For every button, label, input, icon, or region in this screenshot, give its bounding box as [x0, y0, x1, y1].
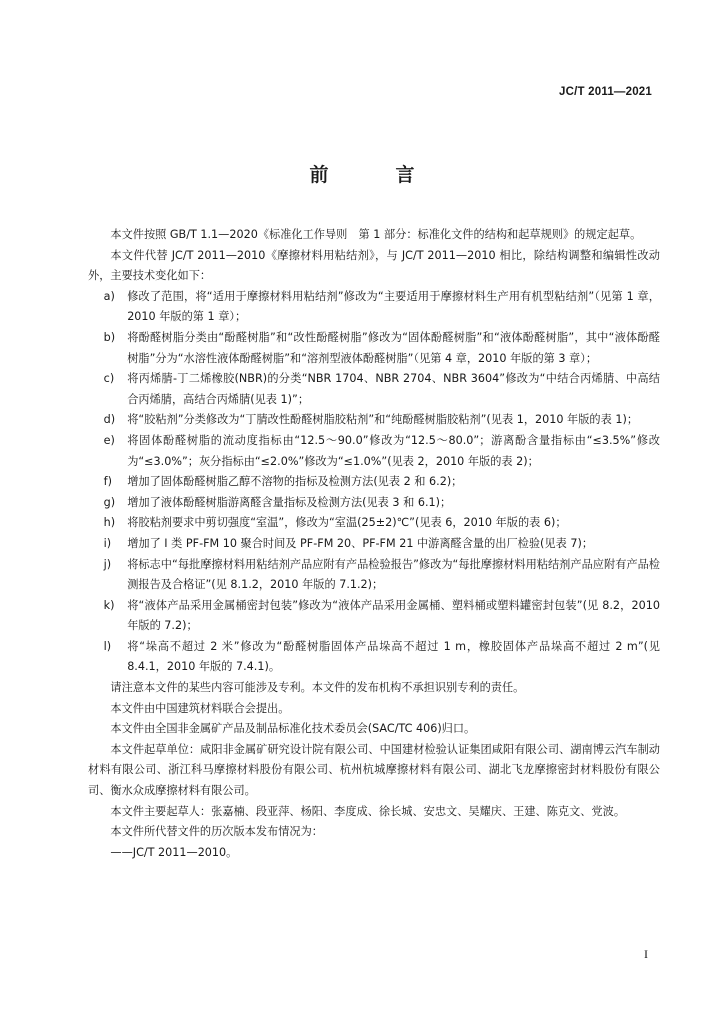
list-item [88, 328, 660, 369]
list-item-text: 增加了液体酚醛树脂游离醛含量指标及检测方法(见表 3 和 6.1)； [127, 495, 452, 509]
list-item-text: 将“胶粘剂”分类修改为“丁腈改性酚醛树脂胶粘剂”和“纯酚醛树脂胶粘剂”(见表 1，2010 年版的表 1)； [127, 413, 639, 427]
proposer-statement: 本文件由中国建筑材料联合会提出。 [110, 701, 290, 715]
list-marker: c) [103, 372, 115, 386]
list-marker: a) [103, 289, 115, 303]
intro-paragraph: 本文件按照 GB/T 1.1—2020《标准化工作导则 第 1 部分：标准化文件的结构和起草规则》的规定起草。 [110, 228, 642, 241]
list-item [88, 287, 660, 328]
foreword-body [88, 225, 660, 863]
page-number: I [644, 947, 648, 961]
committee-statement: 本文件由全国非金属矿产品及制品标准化技术委员会(SAC/TC 406)归口。 [110, 722, 476, 736]
list-item-text: 修改了范围，将“适用于摩擦材料用粘结剂”修改为“主要适用于摩擦材料生产用有机型粘结剂”（见第 1 章，2010 年版的第 1 章）； [127, 289, 660, 324]
list-item [88, 596, 660, 637]
list-item [88, 555, 660, 596]
list-item-text: 将胶粘剂要求中剪切强度“室温”，修改为“室温(25±2)℃”(见表 6，2010 年版的表 6)； [127, 516, 567, 530]
list-marker: i) [103, 536, 112, 550]
list-item [88, 369, 660, 410]
list-marker: f) [103, 475, 112, 489]
list-item-text: 将固体酚醛树脂的流动度指标由“12.5～90.0”修改为“12.5～80.0”；游离酚含量指标由“≤3.5%”修改为“≤3.0%”；灰分指标由“≤2.0%”修改为“≤1.0%”(见表 2，2010 年版的表 2)； [127, 433, 660, 468]
standard-code: JC/T 2011—2021 [559, 86, 652, 98]
patent-notice: 请注意本文件的某些内容可能涉及专利。本文件的发布机构不承担识别专利的责任。 [110, 681, 525, 695]
list-marker: d) [103, 413, 116, 427]
list-item-text: 增加了 I 类 PF-FM 10 聚合时间及 PF-FM 20、PF-FM 21 中游离醛含量的出厂检验(见表 7)； [127, 536, 594, 550]
list-item [88, 513, 660, 534]
intro-paragraph: 本文件代替 JC/T 2011—2010《摩擦材料用粘结剂》，与 JC/T 2011—2010 相比，除结构调整和编辑性改动外，主要技术变化如下： [88, 248, 660, 283]
drafting-units: 本文件起草单位：咸阳非金属矿研究设计院有限公司、中国建材检验认证集团咸阳有限公司、湖南博云汽车制动材料有限公司、浙江科马摩擦材料股份有限公司、杭州杭城摩擦材料有限公司、湖北飞龙摩擦密封材料股份有限公司、衡水众成摩擦材料有限公司。 [88, 742, 660, 798]
list-item-text: 将“液体产品采用金属桶密封包装”修改为“液体产品采用金属桶、塑料桶或塑料罐密封包装”(见 8.2，2010 年版的 7.2)； [127, 598, 660, 633]
drafters: 本文件主要起草人：张嘉楠、段亚萍、杨阳、李度成、徐长城、安忠文、吴耀庆、王建、陈克文、党波。 [110, 804, 626, 818]
list-marker: h) [103, 516, 116, 530]
list-item [88, 493, 660, 514]
history-heading: 本文件所代替文件的历次版本发布情况为： [110, 825, 323, 839]
list-marker: b) [103, 330, 116, 344]
changes-list [88, 287, 660, 678]
list-marker: k) [103, 598, 115, 612]
page-title: 前 言 [309, 164, 439, 186]
list-item [88, 431, 660, 472]
list-item-text: 将酚醛树脂分类由“酚醛树脂”和“改性酚醛树脂”修改为“固体酚醛树脂”和“液体酚醛树脂”，其中“液体酚醛树脂”分为“水溶性液体酚醛树脂”和“溶剂型液体酚醛树脂”（见第 4 章，2010 年版的第 3 章）； [127, 330, 660, 365]
list-item-text: 将标志中“每批摩擦材料用粘结剂产品应附有产品检验报告”修改为“每批摩擦材料用粘结剂产品应附有产品检测报告及合格证”(见 8.1.2，2010 年版的 7.1.2)； [127, 557, 660, 592]
list-item [88, 534, 660, 555]
list-marker: g) [103, 495, 116, 509]
list-item-text: 将“垛高不超过 2 米”修改为“酚醛树脂固体产品垛高不超过 1 m，橡胶固体产品垛高不超过 2 m”(见 8.4.1，2010 年版的 7.4.1)。 [127, 639, 660, 674]
list-marker: l) [103, 639, 112, 653]
list-item [88, 410, 660, 431]
list-item-text: 将丙烯腈-丁二烯橡胶(NBR)的分类“NBR 1704、NBR 2704、NBR 3604”修改为“中结合丙烯腈、中高结合丙烯腈，高结合丙烯腈(见表 1)”； [127, 372, 660, 406]
list-marker: e) [103, 433, 115, 447]
history-item: ——JC/T 2011—2010。 [110, 845, 238, 859]
list-item [88, 637, 660, 678]
list-item [88, 472, 660, 493]
list-item-text: 增加了固体酚醛树脂乙醇不溶物的指标及检测方法(见表 2 和 6.2)； [127, 475, 463, 489]
list-marker: j) [103, 557, 112, 571]
